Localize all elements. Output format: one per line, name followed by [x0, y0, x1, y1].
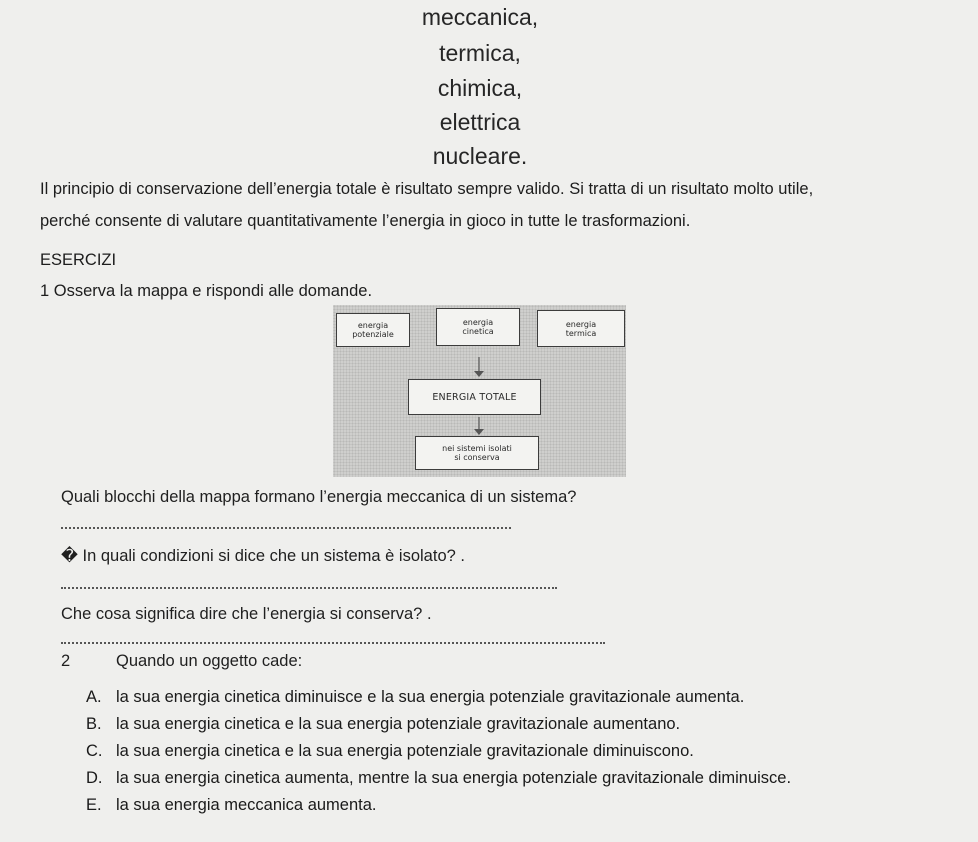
option-text: la sua energia cinetica e la sua energia potenziale gravitazionale diminuiscono.: [116, 742, 694, 760]
section-title: ESERCIZI: [40, 251, 117, 269]
option-letter: B.: [86, 715, 102, 733]
option-text: la sua energia meccanica aumenta.: [116, 796, 377, 814]
map-box-potential-energy: energia potenziale: [336, 313, 410, 347]
option-letter: C.: [86, 742, 103, 760]
exercise-2-prompt: Quando un oggetto cade:: [116, 652, 303, 670]
answer-line-1[interactable]: [61, 527, 511, 529]
option-text: la sua energia cinetica aumenta, mentre la sua energia potenziale gravitazionale diminuisce.: [116, 769, 792, 787]
arrow-head-icon: [474, 371, 484, 377]
answer-line-2[interactable]: [61, 587, 557, 589]
exercise-2-number: 2: [61, 652, 71, 670]
option-letter: A.: [86, 688, 102, 706]
question-2: � In quali condizioni si dice che un sistema è isolato? .: [61, 547, 465, 565]
exercise-1-prompt: 1 Osserva la mappa e rispondi alle domande.: [40, 282, 373, 300]
energy-form-termica: termica,: [439, 40, 521, 66]
map-box-kinetic-energy: energia cinetica: [436, 308, 520, 346]
arrow-head-icon: [474, 429, 484, 435]
energy-form-elettrica: elettrica: [439, 109, 521, 135]
answer-line-3[interactable]: [61, 642, 605, 644]
concept-map: [333, 305, 626, 477]
option-c[interactable]: [86, 742, 694, 761]
option-letter: D.: [86, 769, 103, 787]
map-box-total-energy: ENERGIA TOTALE: [408, 379, 541, 415]
energy-form-nucleare: nucleare.: [432, 143, 528, 169]
option-d[interactable]: [86, 769, 791, 788]
option-letter: E.: [86, 796, 102, 814]
principle-line-1: Il principio di conservazione dell’energia totale è risultato sempre valido. Si tratta di un risultato molto utile,: [40, 180, 814, 198]
principle-line-2: perché consente di valutare quantitativamente l’energia in gioco in tutte le trasformazioni.: [40, 212, 691, 230]
question-3: Che cosa significa dire che l’energia si conserva? .: [61, 605, 432, 623]
option-b[interactable]: [86, 715, 680, 734]
map-box-isolated-systems: nei sistemi isolati si conserva: [415, 436, 539, 470]
option-e[interactable]: [86, 796, 377, 815]
question-1: Quali blocchi della mappa formano l’energia meccanica di un sistema?: [61, 488, 577, 506]
map-box-thermal-energy: energia termica: [537, 310, 625, 347]
option-text: la sua energia cinetica diminuisce e la sua energia potenziale gravitazionale aumenta.: [116, 688, 745, 706]
energy-form-meccanica: meccanica,: [421, 4, 539, 30]
energy-form-chimica: chimica,: [437, 75, 523, 101]
option-a[interactable]: [86, 688, 744, 707]
option-text: la sua energia cinetica e la sua energia potenziale gravitazionale aumentano.: [116, 715, 681, 733]
